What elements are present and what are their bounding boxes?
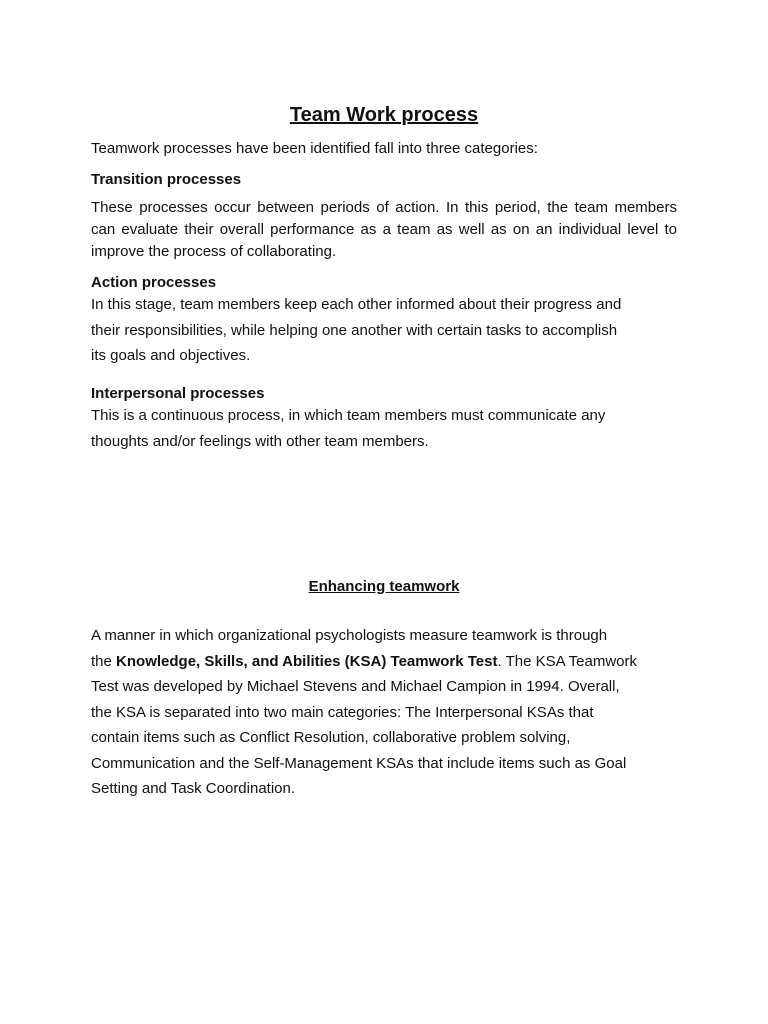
interpersonal-line: This is a continuous process, in which team members must communicate any [91,407,606,424]
action-line: their responsibilities, while helping one another with certain tasks to accomplish [91,321,618,339]
page-title: Team Work process [289,104,479,126]
action-line: In this stage, team members keep each other informed about their progress and [91,296,622,313]
interpersonal-paragraph [91,403,677,454]
interpersonal-heading: Interpersonal processes [91,385,265,402]
enhancing-line: the KSA is separated into two main categories: The Interpersonal KSAs that [91,703,594,721]
intro-paragraph: Teamwork processes have been identified fall into three categories: [91,140,538,157]
interpersonal-line: thoughts and/or feelings with other team members. [91,432,429,450]
transition-heading: Transition processes [91,171,242,188]
text-run: . The KSA Teamwork [497,652,638,670]
enhancing-title: Enhancing teamwork [308,578,460,595]
action-heading: Action processes [91,274,217,291]
enhancing-line: Test was developed by Michael Stevens and Michael Campion in 1994. Overall, [91,678,620,695]
enhancing-paragraph [91,623,677,802]
enhancing-line-ksa [91,649,677,675]
enhancing-line: A manner in which organizational psychologists measure teamwork is through [91,627,608,644]
transition-paragraph: These processes occur between periods of action. In this period, the team members can evaluate their overall performance as a team as well as on an individual level to improve the process of collaborating. [91,199,677,260]
ksa-test-name: Knowledge, Skills, and Abilities (KSA) Teamwork Test [116,652,498,670]
action-paragraph [91,292,677,369]
action-line: its goals and objectives. [91,347,251,364]
enhancing-line: Communication and the Self-Management KSAs that include items such as Goal [91,754,627,772]
enhancing-line: Setting and Task Coordination. [91,780,296,797]
text-run: the [91,652,117,670]
enhancing-line: contain items such as Conflict Resolution, collaborative problem solving, [91,729,571,746]
